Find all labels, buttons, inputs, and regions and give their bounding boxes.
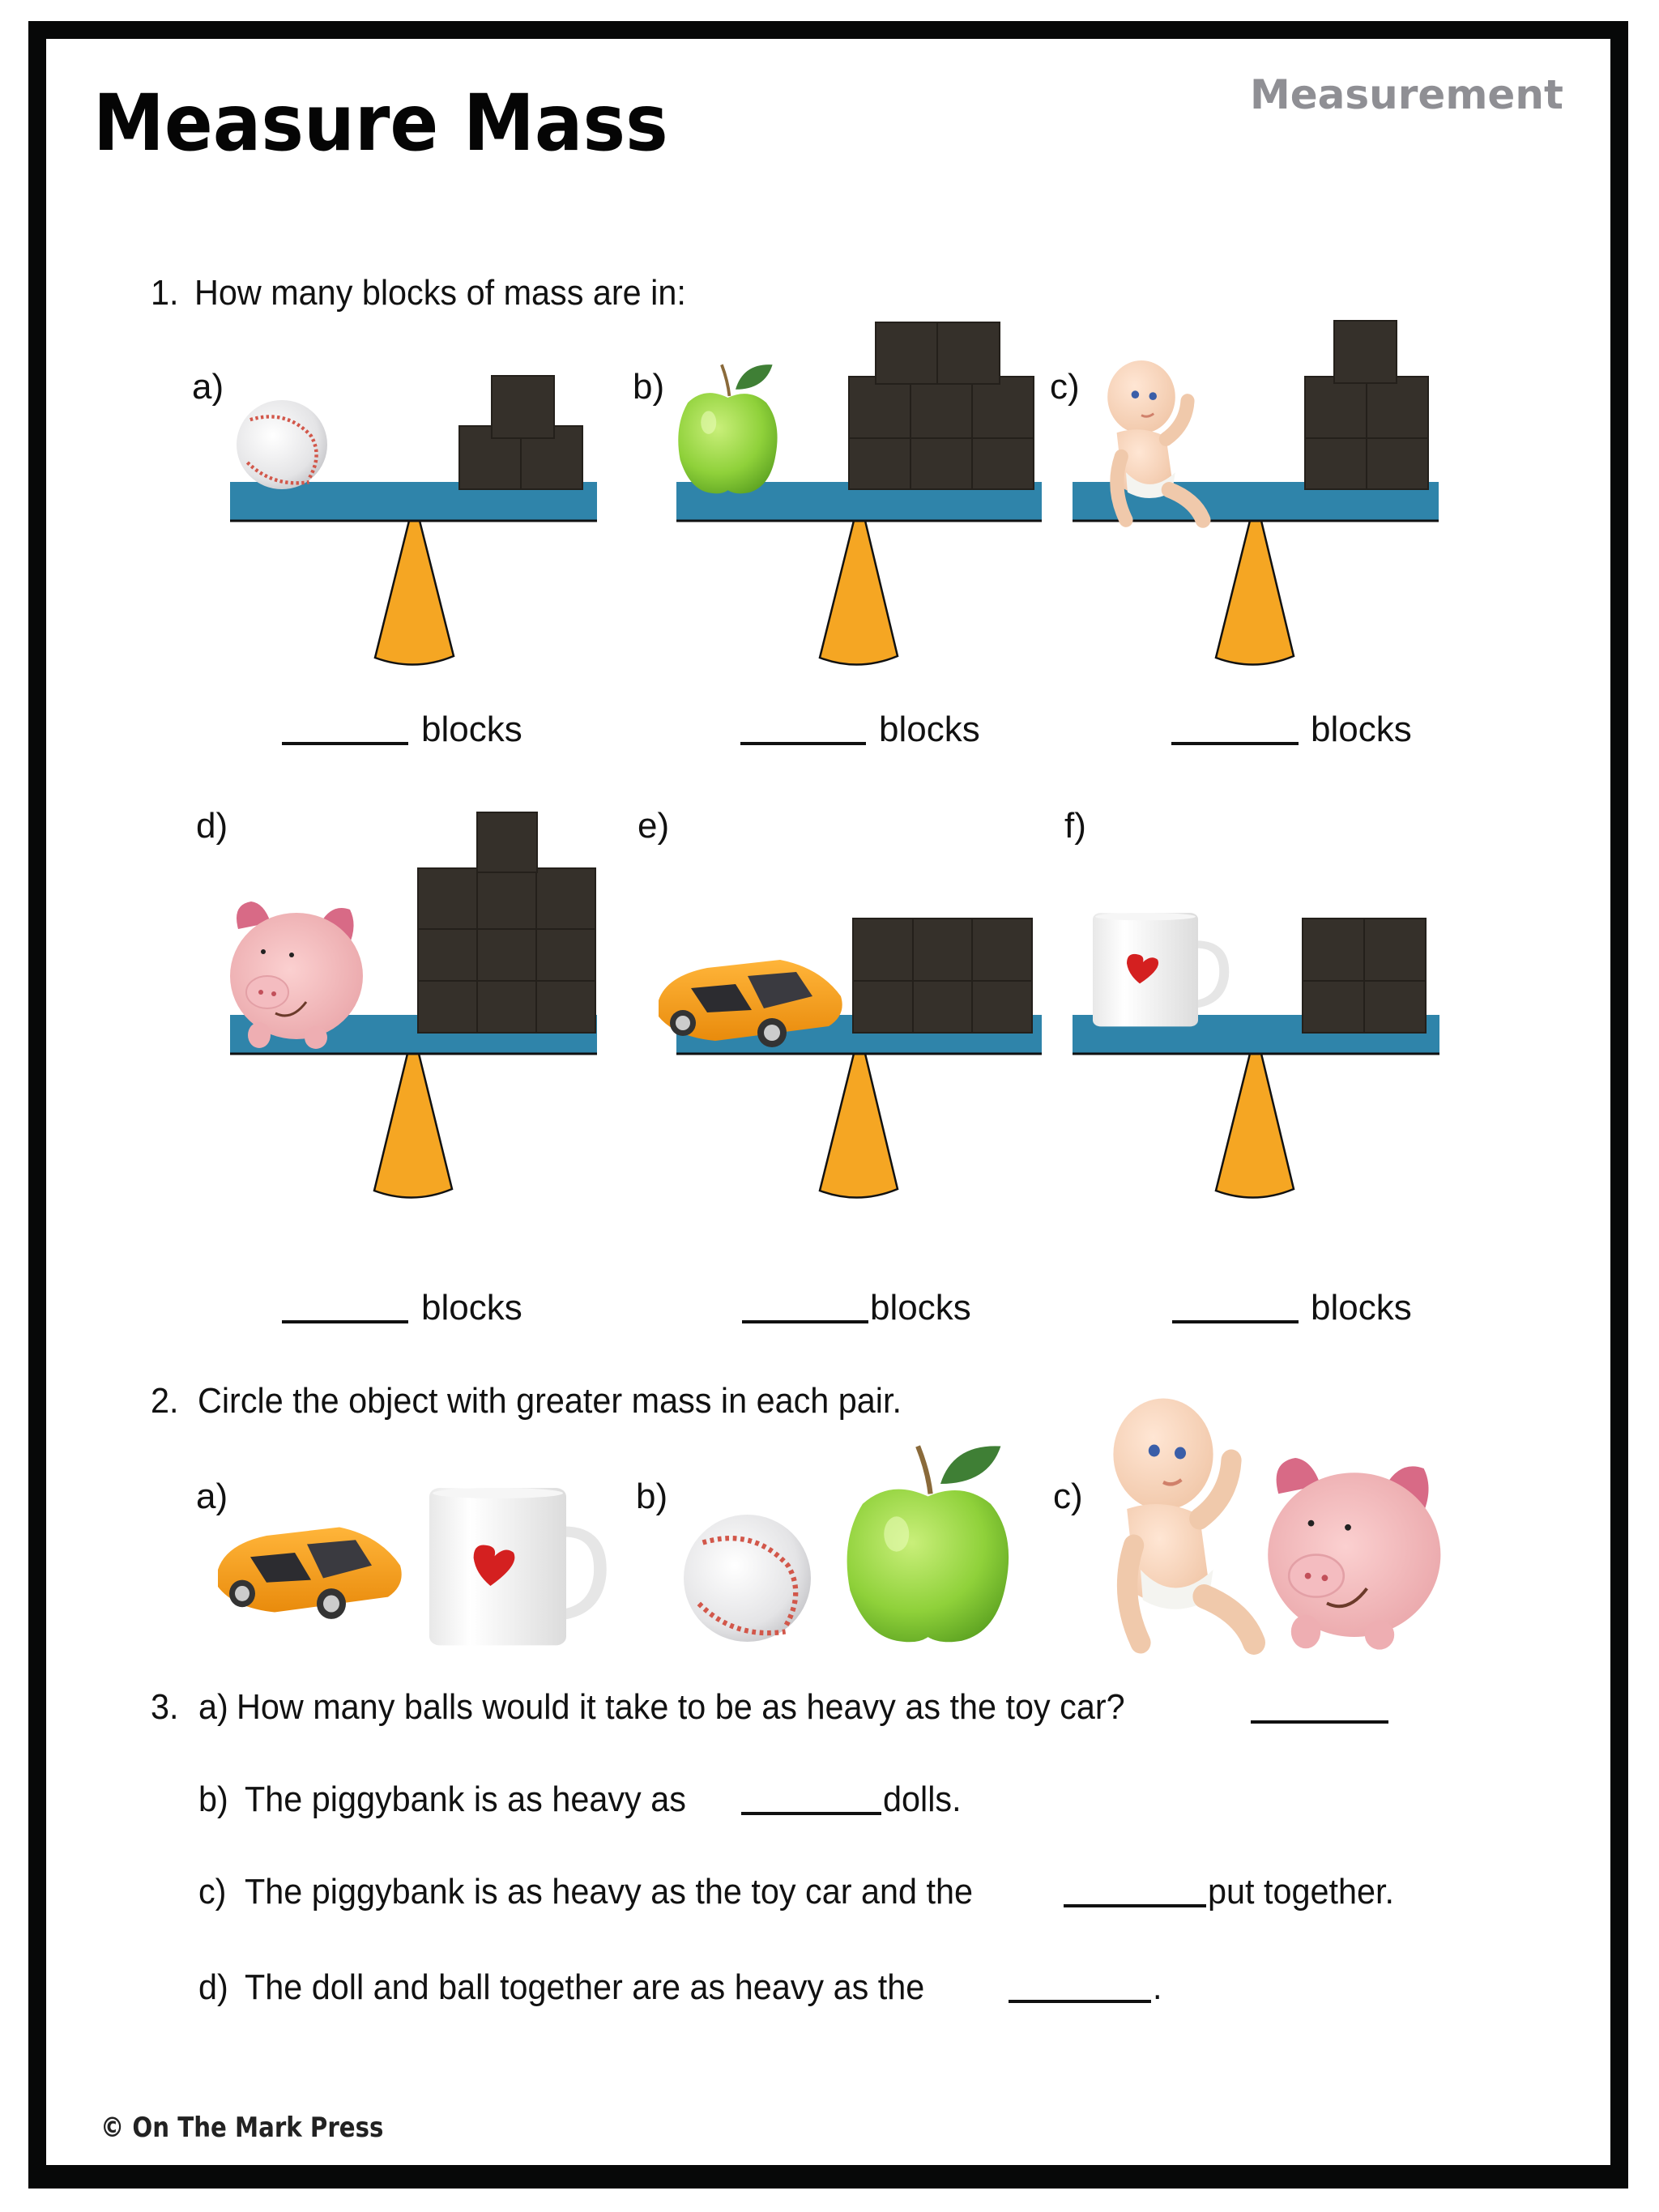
q3d-text-before: The doll and ball together are as heavy as the xyxy=(245,1967,925,2007)
pair-c xyxy=(1113,1399,1440,1650)
blocks-unit-e: blocks xyxy=(870,1288,971,1328)
q3d-answer-blank[interactable] xyxy=(1009,2000,1151,2003)
q3b-text-after: dolls. xyxy=(883,1779,962,1819)
pair-a xyxy=(218,1488,600,1645)
q1-label-b: b) xyxy=(633,367,665,407)
answer-blank-e[interactable] xyxy=(742,1320,868,1323)
q2-label-a: a) xyxy=(196,1477,228,1516)
q3a-text: How many balls would it take to be as heavy as the toy car? xyxy=(237,1687,1125,1727)
balance-b xyxy=(676,322,1042,665)
q3a-label: a) xyxy=(198,1687,228,1727)
q3a-answer-blank[interactable] xyxy=(1251,1720,1388,1724)
question-3-number: 3. xyxy=(151,1687,179,1727)
q1-label-c: c) xyxy=(1050,367,1080,407)
q3c-text-before: The piggybank is as heavy as the toy car and the xyxy=(245,1872,973,1912)
q1-label-d: d) xyxy=(196,806,228,846)
answer-blank-a[interactable] xyxy=(282,742,408,745)
answer-blank-f[interactable] xyxy=(1172,1320,1299,1323)
pair-b xyxy=(684,1446,1009,1642)
q2-label-c: c) xyxy=(1053,1477,1083,1516)
balance-f xyxy=(1073,913,1439,1198)
q3c-label: c) xyxy=(198,1872,227,1912)
subject-label: Measurement xyxy=(1250,71,1563,118)
q3c-answer-blank[interactable] xyxy=(1064,1904,1206,1907)
balance-c xyxy=(1073,321,1439,665)
question-2-number: 2. xyxy=(151,1381,179,1421)
blocks-unit-b: blocks xyxy=(879,710,980,749)
copyright-text: © On The Mark Press xyxy=(100,2112,384,2144)
question-1-number: 1. xyxy=(151,273,179,313)
q1-label-e: e) xyxy=(638,806,670,846)
q1-label-f: f) xyxy=(1064,806,1086,846)
q3b-answer-blank[interactable] xyxy=(741,1812,881,1815)
blocks-unit-d: blocks xyxy=(421,1288,522,1328)
answer-blank-d[interactable] xyxy=(282,1320,408,1323)
question-2-prompt: Circle the object with greater mass in each pair. xyxy=(198,1381,902,1421)
q3b-text-before: The piggybank is as heavy as xyxy=(245,1779,686,1819)
q3b-label: b) xyxy=(198,1779,228,1819)
q2-label-b: b) xyxy=(636,1477,668,1516)
blocks-unit-a: blocks xyxy=(421,710,522,749)
q1-label-a: a) xyxy=(192,367,224,407)
answer-blank-b[interactable] xyxy=(740,742,866,745)
q3d-label: d) xyxy=(198,1967,228,2007)
q3c-text-after: put together. xyxy=(1208,1872,1394,1912)
balance-e xyxy=(659,918,1042,1198)
blocks-unit-c: blocks xyxy=(1311,710,1412,749)
blocks-unit-f: blocks xyxy=(1311,1288,1412,1328)
answer-blank-c[interactable] xyxy=(1171,742,1299,745)
question-1-prompt: How many blocks of mass are in: xyxy=(194,273,686,313)
balance-a xyxy=(230,376,597,665)
balance-d xyxy=(230,812,597,1198)
page-title: Measure Mass xyxy=(93,78,668,168)
q3d-text-after: . xyxy=(1153,1967,1162,2007)
